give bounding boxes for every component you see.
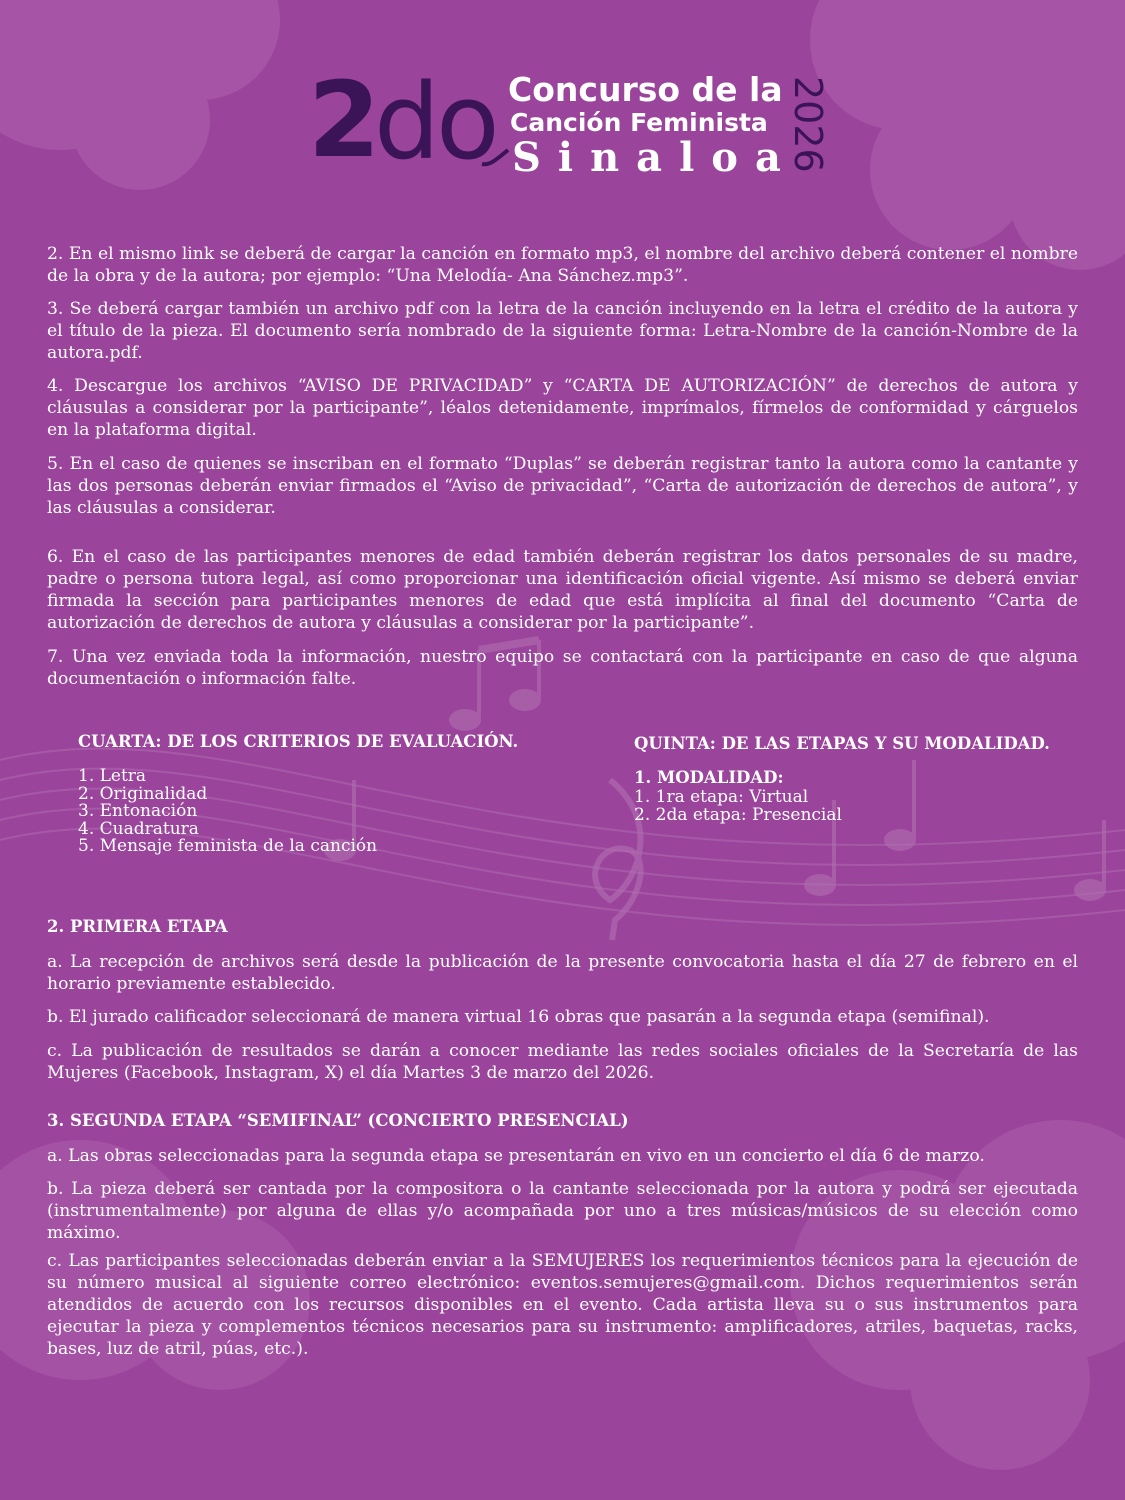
logo-swoosh-icon xyxy=(480,148,510,168)
list-item: 1. Letra xyxy=(78,766,147,786)
paragraph-7: 7. Una vez enviada toda la información, nuestro equipo se contactará con la participante en caso de que alguna documentación o información falte. xyxy=(47,647,1078,689)
list-item: 1. 1ra etapa: Virtual xyxy=(634,787,809,807)
logo-title-line1: Concurso de la xyxy=(508,70,783,109)
list-item: 4. Cuadratura xyxy=(78,818,199,839)
primera-etapa-c: c. La publicación de resultados se darán a conocer mediante las redes sociales oficiales de la Secretaría de las Mujeres (Facebook, Instagram, X) el día Martes 3 de marzo del 2026. xyxy=(47,1041,1078,1083)
paragraph-4: 4. Descargue los archivos “AVISO DE PRIVACIDAD” y “CARTA DE AUTORIZACIÓN” de derechos de autora y cláusulas a considerar por la participante”, léalos detenidamente, imprímalos, fírmelos de conformidad y cárguelos en la plataforma digital. xyxy=(47,376,1078,440)
list-item: 3. Entonación xyxy=(78,801,198,821)
primera-etapa-heading: 2. PRIMERA ETAPA xyxy=(47,917,228,936)
paragraph-6: 6. En el caso de las participantes menores de edad también deberán registrar los datos personales de su madre, padre o persona tutora legal, así como proporcionar una identificación oficial vigente. Así mismo se deberá enviar firmada la sección para participantes menores de edad que está implícita al final del documento “Carta de autorización de derechos de autora y cláusulas a considerar por la participante”. xyxy=(47,547,1078,633)
logo-year: 2026 xyxy=(786,76,830,173)
paragraph-2: 2. En el mismo link se deberá de cargar la canción en formato mp3, el nombre del archivo deberá contener el nombre de la obra y de la autora; por ejemplo: “Una Melodía- Ana Sánchez.mp3”. xyxy=(47,244,1078,286)
modalidad-list xyxy=(634,789,842,824)
segunda-etapa-b: b. La pieza deberá ser cantada por la compositora o la cantante seleccionada por la autora y podrá ser ejecutada (instrumentalmente) por alguna de ellas y/o acompañada por uno a tres músicas/músicos de su elección como máximo. xyxy=(47,1179,1078,1243)
logo-title-line2: Canción Feminista xyxy=(510,108,768,137)
quinta-heading: QUINTA: DE LAS ETAPAS Y SU MODALIDAD. xyxy=(634,734,1050,753)
segunda-etapa-heading: 3. SEGUNDA ETAPA “SEMIFINAL” (CONCIERTO PRESENCIAL) xyxy=(47,1111,629,1130)
logo-suffix: do xyxy=(374,61,496,183)
paragraph-3: 3. Se deberá cargar también un archivo pdf con la letra de la canción incluyendo en la letra el crédito de la autora y el título de la pieza. El documento sería nombrado de la siguiente forma: Letra-Nombre de la canción-Nombre de la autora.pdf. xyxy=(47,299,1078,363)
segunda-etapa-a: a. Las obras seleccionadas para la segunda etapa se presentarán en vivo en un concierto el día 6 de marzo. xyxy=(47,1146,985,1166)
contest-logo xyxy=(308,59,830,188)
list-item: 2. Originalidad xyxy=(78,783,208,804)
cuarta-heading: CUARTA: DE LOS CRITERIOS DE EVALUACIÓN. xyxy=(78,732,519,751)
primera-etapa-b: b. El jurado calificador seleccionará de manera virtual 16 obras que pasarán a la segunda etapa (semifinal). xyxy=(47,1007,990,1027)
modalidad-subheading: 1. MODALIDAD: xyxy=(634,768,784,787)
segunda-etapa-c: c. Las participantes seleccionadas deberán enviar a la SEMUJERES los requerimientos técnicos para la ejecución de su número musical al siguiente correo electrónico: eventos.semujeres@gmail.com. Dichos requerimientos serán atendidos de acuerdo con los recursos disponibles en el evento. Cada artista lleva su o sus instrumentos para ejecutar la pieza y complementos técnicos necesarios para su instrumento: amplificadores, atriles, baquetas, racks, bases, luz de atril, púas, etc.). xyxy=(47,1251,1078,1359)
criteria-list xyxy=(78,768,377,856)
logo-number: 2 xyxy=(308,59,375,181)
list-item: 2. 2da etapa: Presencial xyxy=(634,804,842,825)
paragraph-5: 5. En el caso de quienes se inscriban en el formato “Duplas” se deberán registrar tanto la autora como la cantante y las dos personas deberán enviar firmados el “Aviso de privacidad”, “Carta de autorización de derechos de autora”, y las cláusulas a considerar. xyxy=(47,454,1078,518)
logo-title-line3: Sinaloa xyxy=(512,134,798,181)
primera-etapa-a: a. La recepción de archivos será desde la publicación de la presente convocatoria hasta el día 27 de febrero en el horario previamente establecido. xyxy=(47,952,1078,994)
list-item: 5. Mensaje feminista de la canción xyxy=(78,836,378,856)
